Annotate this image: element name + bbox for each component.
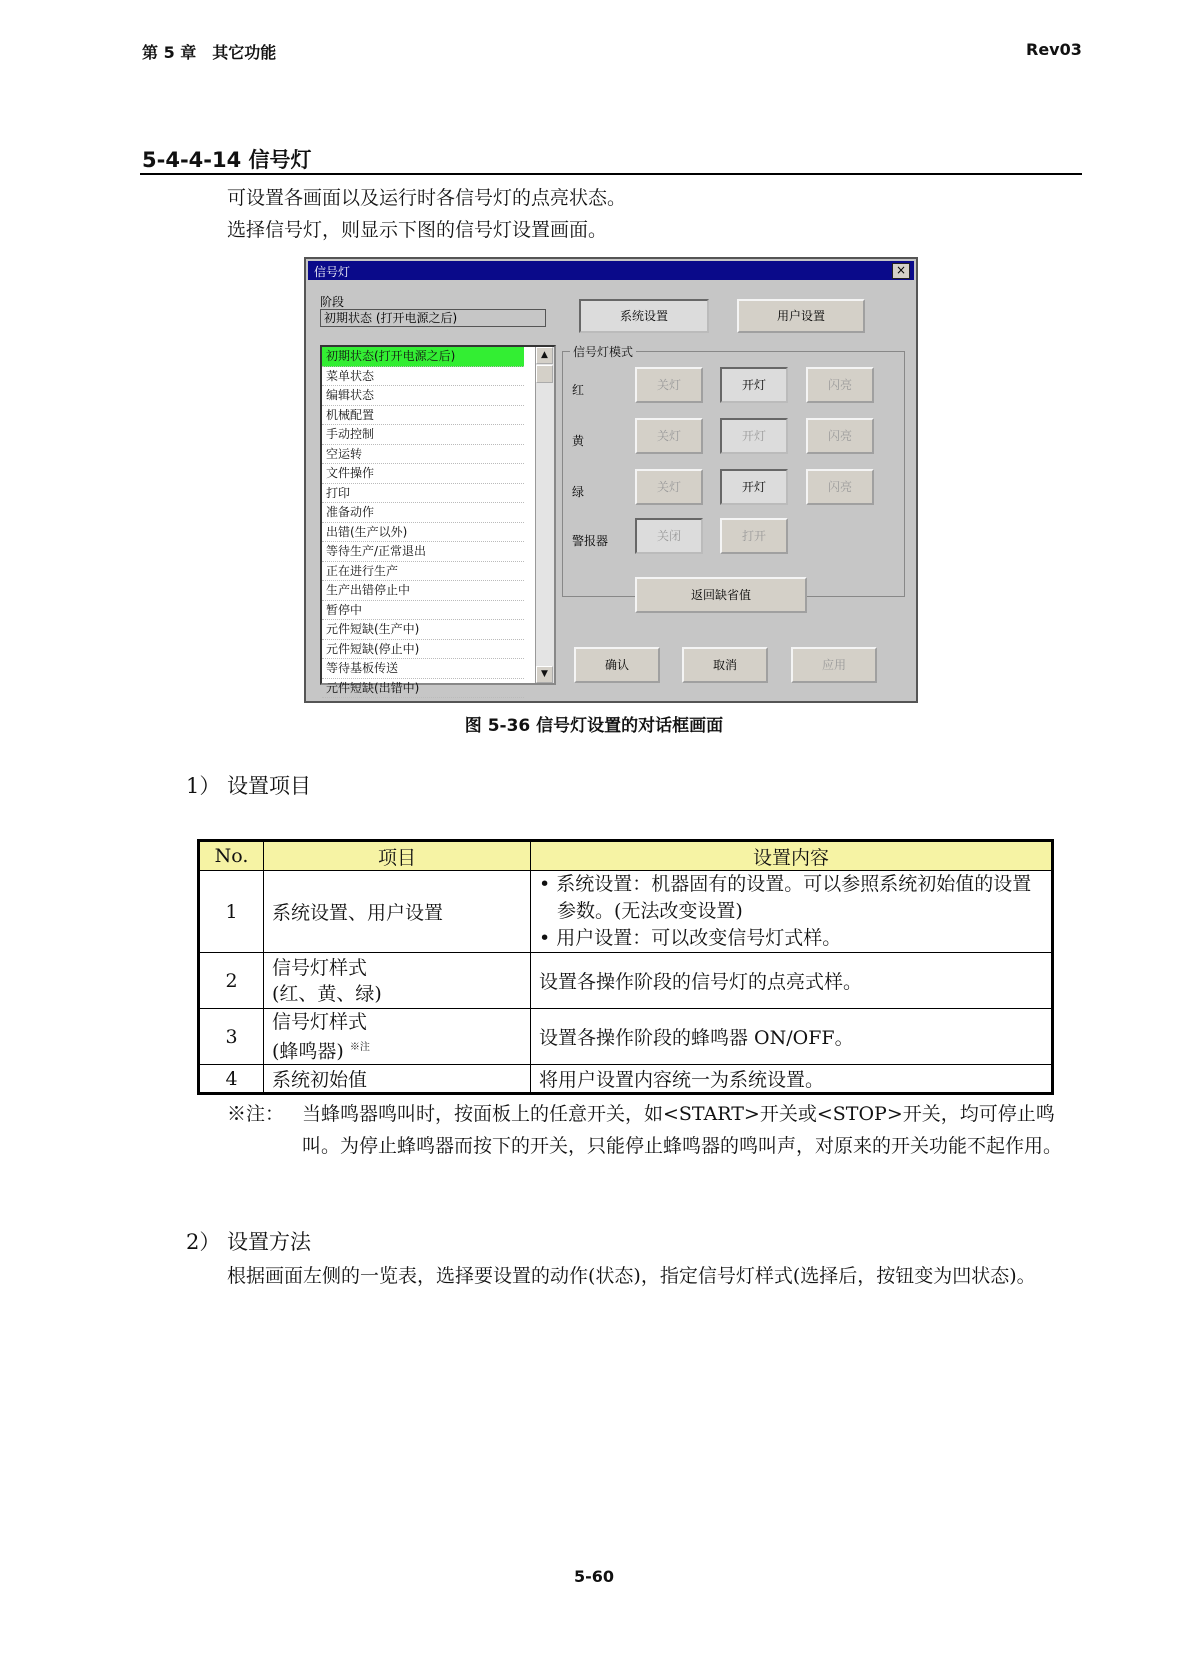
row-item-text: (蜂鸣器)	[272, 1040, 344, 1063]
table-row	[199, 871, 1053, 953]
note-mark: ※注	[349, 1042, 370, 1053]
row-no: 4	[199, 1065, 264, 1094]
lamp-mode-label: 信号灯模式	[570, 343, 636, 360]
green-off-button[interactable]: 关灯	[635, 469, 703, 505]
green-on-button[interactable]: 开灯	[720, 469, 788, 505]
row-content	[531, 871, 1053, 953]
yellow-on-button[interactable]: 开灯	[720, 418, 788, 454]
list-item[interactable]: 空运转	[322, 445, 524, 465]
table-row	[199, 1065, 1053, 1094]
list-item[interactable]: 元件短缺(出错中)	[322, 679, 524, 699]
row-content: 将用户设置内容统一为系统设置。	[531, 1065, 1053, 1094]
list-item[interactable]: 打印	[322, 484, 524, 504]
buzzer-on-button[interactable]: 打开	[720, 518, 788, 554]
row-no: 1	[199, 871, 264, 953]
row-no: 2	[199, 953, 264, 1009]
header-no: No.	[199, 841, 264, 871]
row-item: 系统初始值	[264, 1065, 531, 1094]
list-item[interactable]: 初期状态(打开电源之后)	[322, 347, 524, 367]
default-button[interactable]: 返回缺省值	[635, 577, 807, 613]
list-item[interactable]: 暂停中	[322, 601, 524, 621]
red-blink-button[interactable]: 闪亮	[806, 367, 874, 403]
scroll-thumb[interactable]	[536, 365, 553, 383]
table-row	[199, 1009, 1053, 1065]
list-item[interactable]: 出错(生产以外)	[322, 523, 524, 543]
list-item[interactable]: 准备动作	[322, 503, 524, 523]
list-item[interactable]: 文件操作	[322, 464, 524, 484]
red-on-button[interactable]: 开灯	[720, 367, 788, 403]
note-text: 当蜂鸣器鸣叫时，按面板上的任意开关，如<START>开关或<STOP>开关，均可停止鸣叫。为停止蜂鸣器而按下的开关，只能停止蜂鸣器的鸣叫声，对原来的开关功能不起作用。	[302, 1103, 1063, 1157]
row-item-line-1: 信号灯样式	[272, 1011, 368, 1033]
list-item[interactable]: 菜单状态	[322, 367, 524, 387]
figure-caption: 图 5-36 信号灯设置的对话框画面	[464, 716, 724, 736]
red-off-button[interactable]: 关灯	[635, 367, 703, 403]
settings-table	[197, 839, 1054, 1095]
signal-lamp-dialog	[304, 257, 918, 703]
row-item-line-2: (红、黄、绿)	[272, 982, 382, 1005]
page-number: 5-60	[573, 1567, 615, 1586]
list-item[interactable]: 机械配置	[322, 406, 524, 426]
scroll-up-icon[interactable]: ▲	[536, 347, 553, 364]
yellow-off-button[interactable]: 关灯	[635, 418, 703, 454]
header-item: 项目	[264, 841, 531, 871]
stage-label: 阶段	[320, 295, 345, 309]
revision-label: Rev03	[1026, 40, 1082, 59]
content-bullet-user: • 用户设置：可以改变信号灯式样。	[539, 927, 842, 949]
note-label: ※注：	[227, 1103, 285, 1125]
row-no: 3	[199, 1009, 264, 1065]
row-item: 系统设置、用户设置	[264, 871, 531, 953]
list-scrollbar[interactable]	[535, 347, 554, 683]
cancel-button[interactable]: 取消	[682, 647, 768, 683]
row-item-line-1: 信号灯样式	[272, 956, 368, 979]
close-button[interactable]: ×	[892, 263, 910, 279]
intro-line-1: 可设置各画面以及运行时各信号灯的点亮状态。	[227, 187, 627, 209]
stage-value: 初期状态 (打开电源之后)	[320, 309, 546, 327]
section-title: 5-4-4-14 信号灯	[142, 148, 312, 172]
buzzer-off-button[interactable]: 关闭	[635, 518, 703, 554]
table-header-row	[199, 841, 1053, 871]
list-item[interactable]: 元件短缺(停止中)	[322, 640, 524, 660]
subsection-1-title: 1） 设置项目	[186, 774, 312, 798]
stage-list-items	[322, 347, 524, 698]
intro-line-2: 选择信号灯，则显示下图的信号灯设置画面。	[227, 219, 608, 241]
row-item	[264, 953, 531, 1009]
list-item[interactable]: 生产出错停止中	[322, 581, 524, 601]
content-bullet-system: • 系统设置：机器固有的设置。可以参照系统初始值的设置参数。(无法改变设置)	[539, 873, 1032, 922]
system-settings-button[interactable]: 系统设置	[579, 299, 709, 333]
dialog-titlebar[interactable]	[308, 261, 914, 280]
row-red-label: 红	[572, 383, 585, 397]
dialog-title: 信号灯	[314, 265, 351, 279]
list-item[interactable]: 编辑状态	[322, 386, 524, 406]
list-item[interactable]: 手动控制	[322, 425, 524, 445]
user-settings-button[interactable]: 用户设置	[737, 299, 865, 333]
row-item-line-2	[272, 1035, 522, 1064]
row-green-label: 绿	[572, 485, 585, 499]
section-rule	[140, 173, 1082, 175]
row-item	[264, 1009, 531, 1065]
scroll-down-icon[interactable]: ▼	[536, 666, 553, 683]
list-item[interactable]: 等待基板传送	[322, 659, 524, 679]
list-item[interactable]: 元件短缺(生产中)	[322, 620, 524, 640]
subsection-2-title: 2） 设置方法	[186, 1230, 312, 1254]
ok-button[interactable]: 确认	[574, 647, 660, 683]
apply-button[interactable]: 应用	[791, 647, 877, 683]
method-text: 根据画面左侧的一览表，选择要设置的动作(状态)，指定信号灯样式(选择后，按钮变为凹状态)。	[227, 1265, 1036, 1287]
row-yellow-label: 黄	[572, 434, 585, 448]
green-blink-button[interactable]: 闪亮	[806, 469, 874, 505]
yellow-blink-button[interactable]: 闪亮	[806, 418, 874, 454]
list-item[interactable]: 正在进行生产	[322, 562, 524, 582]
row-content: 设置各操作阶段的信号灯的点亮式样。	[531, 953, 1053, 1009]
row-buzzer-label: 警报器	[572, 534, 609, 548]
chapter-header: 第 5 章 其它功能	[142, 43, 277, 62]
header-content: 设置内容	[531, 841, 1053, 871]
row-content: 设置各操作阶段的蜂鸣器 ON/OFF。	[531, 1009, 1053, 1065]
stage-list[interactable]	[320, 345, 556, 695]
table-row	[199, 953, 1053, 1009]
list-item[interactable]: 等待生产/正常退出	[322, 542, 524, 562]
